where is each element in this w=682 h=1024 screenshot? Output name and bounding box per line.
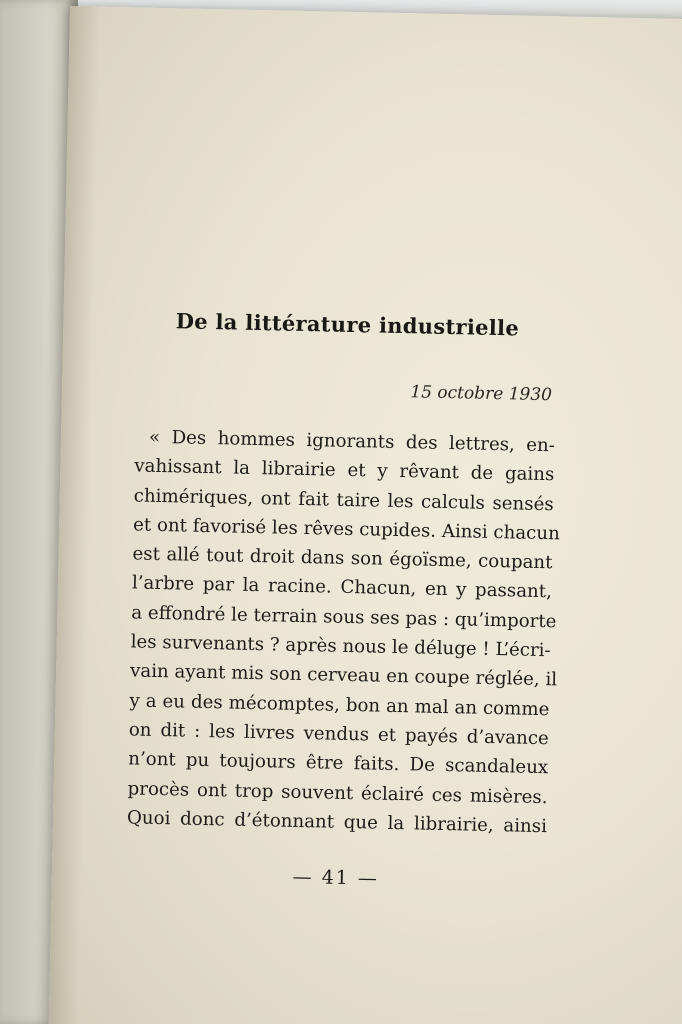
page-text-block [126, 307, 558, 893]
body-line: les survenants ? après nous le déluge ! L’écri- [130, 631, 551, 662]
body-line: n’ont pu toujours être faits. De scandaleux [128, 748, 549, 779]
body-text [126, 422, 560, 841]
page-number: — 41 — [292, 866, 380, 890]
chapter-date: 15 octobre 1930 [410, 382, 553, 406]
body-line: vahissant la librairie et y rêvant de gains [134, 455, 555, 486]
body-line: chimériques, ont fait taire les calculs sensés [133, 485, 554, 515]
body-line: a effondré le terrain sous ses pas : qu’importe [131, 602, 557, 633]
body-line: est allé tout droit dans son égoïsme, coupant [132, 543, 553, 574]
body-line: Quoi donc d’étonnant que la librairie, ainsi [126, 807, 548, 838]
chapter-title: De la littérature industrielle [175, 308, 520, 341]
body-line: vain ayant mis son cerveau en coupe réglée, il [129, 660, 558, 691]
body-line: l’arbre par la racine. Chacun, en y passant, [131, 572, 553, 603]
body-line: y a eu des mécomptes, bon an mal an comme [129, 690, 550, 720]
body-line: « Des hommes ignorants des lettres, en- [148, 426, 556, 457]
body-line: procès ont trop souvent éclairé ces misères. [127, 777, 548, 808]
body-line: on dit : les livres vendus et payés d’avance [128, 719, 549, 750]
body-line: et ont favorisé les rêves cupides. Ainsi chacun [132, 514, 560, 545]
book-page [48, 6, 682, 1024]
